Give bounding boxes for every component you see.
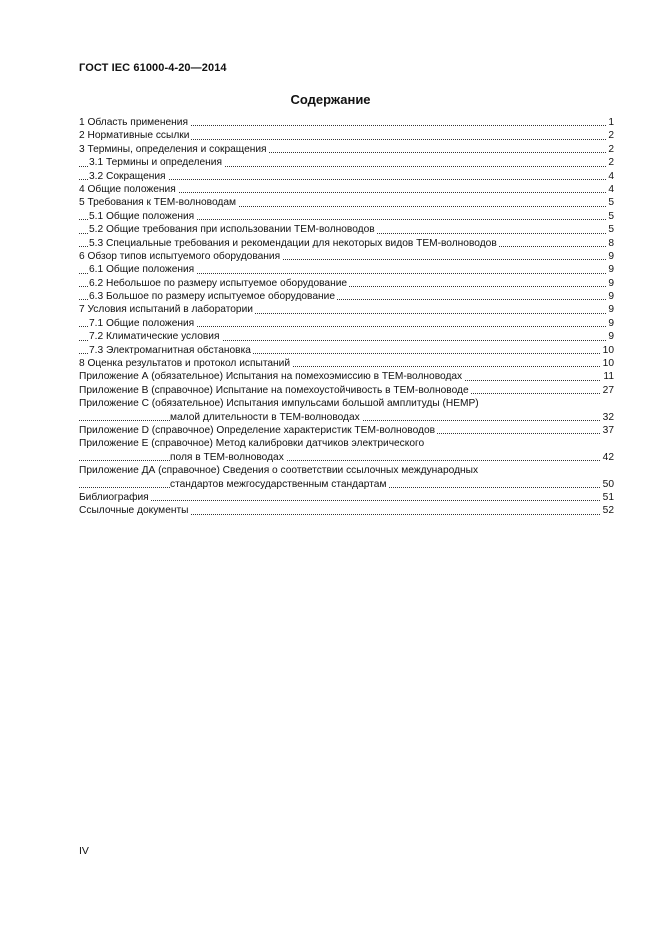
toc-entry-title: 7.2 Климатические условия [89, 331, 220, 343]
toc-entry-title: 7.1 Общие положения [89, 317, 195, 329]
toc-entry-page: 5 [608, 210, 614, 222]
toc-entry-page: 50 [602, 478, 614, 490]
toc-entry [79, 384, 614, 397]
toc-entry [79, 370, 614, 383]
toc-entry-page: 2 [608, 143, 614, 155]
toc-entry-title: стандартов межгосударственным стандартам [170, 478, 387, 490]
toc-entry-title: 8 Оценка результатов и протокол испытаний [79, 358, 291, 370]
toc-entry-title: Приложение А (обязательное) Испытания на помехоэмиссию в ТЕМ-волноводах [79, 371, 463, 383]
toc-entry [79, 143, 614, 156]
toc-entry-title: 3 Термины, определения и сокращения [79, 143, 267, 155]
toc-entry-title: 3.2 Сокращения [89, 170, 166, 182]
toc-entry [79, 263, 614, 276]
toc-entry-heading: Приложение С (обязательное) Испытания импульсами большой амплитуды (НЕМР) [79, 398, 479, 410]
toc-entry [79, 277, 614, 290]
toc-entry [79, 290, 614, 303]
toc-entry-page: 9 [608, 331, 614, 343]
toc-entry-page: 4 [608, 170, 614, 182]
toc-entry-title: Приложение В (справочное) Испытание на помехоустойчивость в ТЕМ-волноводе [79, 384, 469, 396]
toc-entry-page: 11 [603, 371, 614, 383]
table-of-contents [79, 116, 614, 518]
toc-entry [79, 183, 614, 196]
toc-entry-title: 1 Область применения [79, 117, 188, 128]
toc-entry-page: 5 [608, 224, 614, 236]
toc-entry [79, 210, 614, 223]
toc-entry-title: 6 Обзор типов испытуемого оборудования [79, 250, 281, 262]
toc-entry [79, 451, 614, 464]
toc-entry [79, 330, 614, 343]
toc-entry [79, 250, 614, 263]
toc-entry-title: 6.1 Общие положения [89, 264, 195, 276]
toc-entry-page: 51 [602, 491, 614, 503]
toc-entry-title: 5.3 Специальные требования и рекомендации для некоторых видов ТЕМ-волноводов [89, 237, 497, 249]
toc-entry-title: 7 Условия испытаний в лаборатории [79, 304, 253, 316]
toc-entry [79, 478, 614, 491]
toc-entry-page: 5 [608, 197, 614, 209]
toc-entry-page: 8 [608, 237, 614, 249]
toc-entry [79, 170, 614, 183]
toc-entry-title: 5 Требования к ТЕМ-волноводам [79, 197, 237, 209]
toc-entry-page: 1 [608, 117, 614, 128]
toc-entry [79, 504, 614, 517]
toc-entry [79, 129, 614, 142]
toc-entry [79, 411, 614, 424]
toc-entry [79, 303, 614, 316]
toc-entry [79, 196, 614, 209]
toc-entry-page: 2 [608, 157, 614, 169]
toc-entry-title: 2 Нормативные ссылки [79, 130, 190, 142]
toc-entry [79, 317, 614, 330]
toc-entry-title: Ссылочные документы [79, 505, 189, 517]
toc-entry-page: 37 [602, 424, 614, 436]
toc-entry-page: 9 [608, 317, 614, 329]
toc-entry-heading: Приложение Е (справочное) Метод калибровки датчиков электрического [79, 438, 425, 450]
toc-entry-page: 9 [608, 291, 614, 303]
toc-entry-page: 4 [608, 183, 614, 195]
toc-entry [79, 491, 614, 504]
toc-entry-page: 10 [602, 344, 614, 356]
toc-entry-title: 6.2 Небольшое по размеру испытуемое оборудование [89, 277, 348, 289]
toc-entry-title: Библиография [79, 491, 149, 503]
toc-entry [79, 223, 614, 236]
toc-entry-page: 9 [608, 304, 614, 316]
toc-entry [79, 156, 614, 169]
toc-entry-page: 9 [608, 264, 614, 276]
toc-title: Содержание [290, 92, 371, 107]
toc-entry-page: 42 [602, 451, 614, 463]
page-number: IV [79, 845, 89, 857]
toc-entry-page: 52 [602, 505, 614, 517]
toc-entry-title: поля в ТЕМ-волноводах [170, 451, 284, 463]
toc-entry-title: 3.1 Термины и определения [89, 157, 222, 169]
dot-leader [79, 460, 614, 461]
toc-entry [79, 424, 614, 437]
toc-entry-title: 6.3 Большое по размеру испытуемое оборудование [89, 291, 335, 303]
toc-entry [79, 237, 614, 250]
toc-entry [79, 116, 614, 129]
toc-entry-title: 4 Общие положения [79, 183, 176, 195]
toc-entry-title: 5.2 Общие требования при использовании ТЕМ-волноводов [89, 224, 375, 236]
toc-entry-page: 10 [602, 358, 614, 370]
document-code: ГОСТ IEC 61000-4-20—2014 [79, 62, 227, 74]
toc-entry-page: 9 [608, 277, 614, 289]
toc-entry-title: 5.1 Общие положения [89, 210, 195, 222]
toc-entry-page: 32 [602, 411, 614, 423]
toc-entry-page: 2 [608, 130, 614, 142]
toc-entry-title: Приложение D (справочное) Определение характеристик ТЕМ-волноводов [79, 424, 436, 436]
toc-entry-page: 9 [608, 250, 614, 262]
toc-entry-page: 27 [602, 384, 614, 396]
toc-entry [79, 357, 614, 370]
toc-entry-title: 7.3 Электромагнитная обстановка [89, 344, 251, 356]
toc-entry-title: малой длительности в ТЕМ-волноводах [170, 411, 360, 423]
toc-entry-heading: Приложение ДА (справочное) Сведения о соответствии ссылочных международных [79, 465, 479, 477]
toc-entry [79, 344, 614, 357]
dot-leader [79, 500, 614, 501]
